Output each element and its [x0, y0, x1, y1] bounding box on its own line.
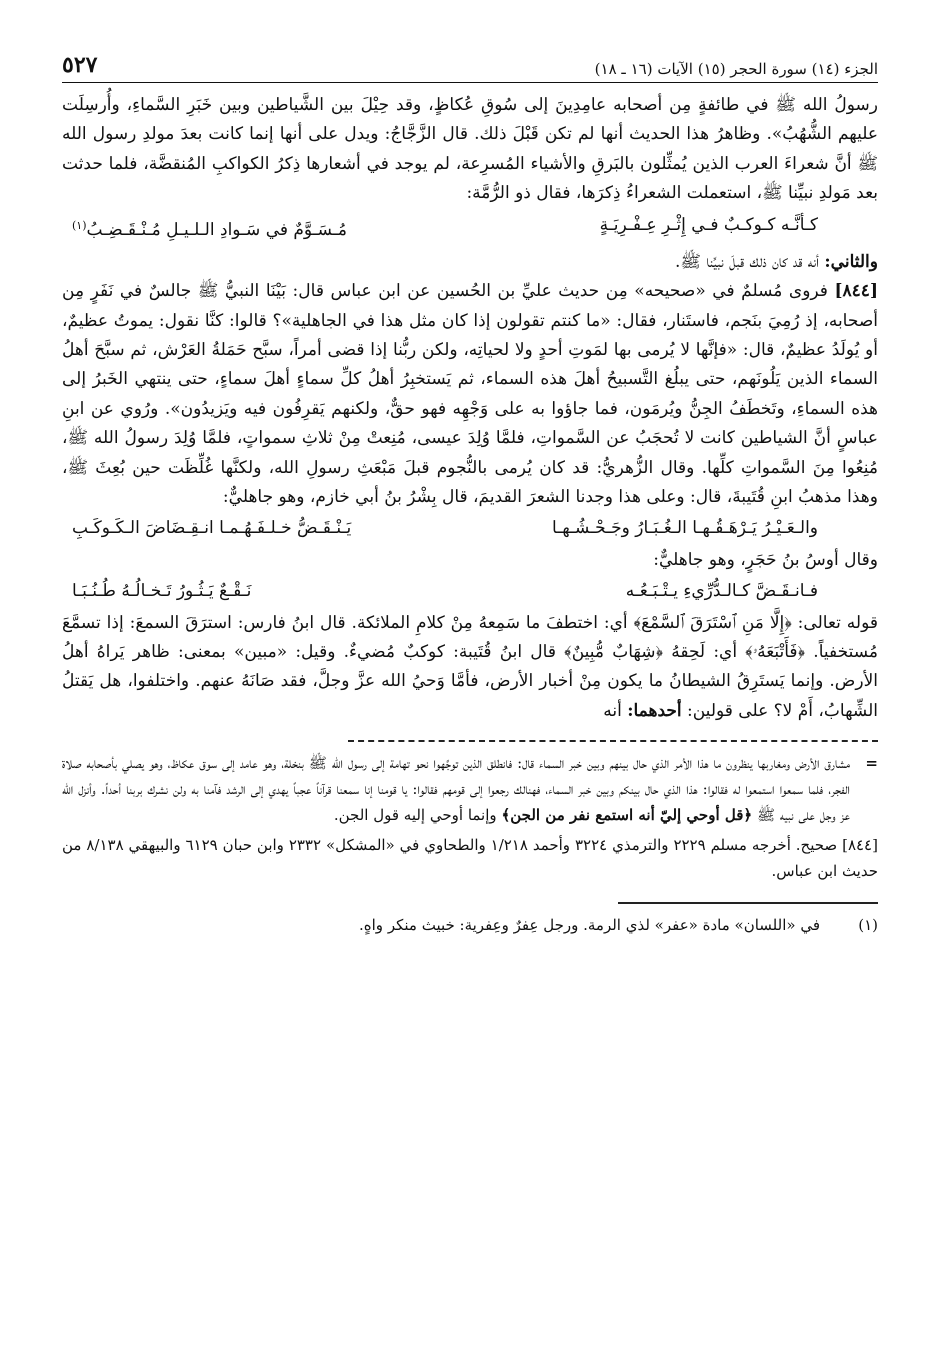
poetry-verse: [62, 514, 878, 543]
book-page: [62, 38, 878, 938]
running-header: [62, 38, 878, 83]
footnote-text: في «اللسان» مادة «عفر» لذي الرمة. ورجل عِفرٌ وعِفرية: خبيث منكر واهٍ.: [359, 916, 820, 935]
paragraph: والثاني: أنه قد كان ذلك قبلَ نبيِّنا ﷺ.: [674, 251, 878, 272]
poetry-verse: [62, 211, 878, 246]
paragraph: وقال أوسُ بنُ حَجَرٍ، وهو جاهليٌّ:: [653, 549, 878, 570]
takhrij-note: [٨٤٤] صحيح. أخرجه مسلم ٢٢٢٩ والترمذي ٣٢٢٤ وأحمد ١/٢١٨ والطحاوي في «المشكل» ٢٣٣٢ وابن حبان ٦١٢٩ والبيهقي ٨/١٣٨ من حديث ابن عباس.: [62, 836, 878, 881]
footnote-marker: (١): [72, 218, 87, 232]
verse-hemistich-first: والـعَـيْـرُ يَـرْهَـقُـهـا الـغُـبَـارُ وجَـحْـشُـهـا: [552, 518, 818, 539]
verse-hemistich-second: نَـقْـعٌ يَـثُـورُ تَـخـالُـهُ طُـنُـبَـا: [72, 581, 252, 602]
notes-section: [62, 750, 878, 884]
continuation-mark: =: [865, 754, 878, 773]
footnote: [62, 912, 878, 938]
note-continuation: = مشارق الأرض ومغاربها ينظرون ما هذا الأمر الذي حال بينهم وبين خبر السماء قال: فانطلق الذين توجَّهوا نحو تهامة إلى رسول الله ﷺ بنخلة، وهو عامد إلى سوق عكاظ، وهو يصلي بأصحابه صلاة الفجر، فلما سمعوا استمعوا له فقالوا: هذا الذي حال بينكم وبين خبر السماء، فهنالك رجعوا إلى قومهم فقالوا: يا قومنا إنا سمعنا قرآناً عجباً يهدي إلى الرشد فآمنا به ولن نشرك بربنا أحداً. وأنزل الله عز وجل على نبيه ﷺ ﴿قل أوحي إليّ أنه استمع نفر من الجن﴾ وإنما أوحي إليه قول الجن.: [62, 750, 878, 828]
takhrij-number: [٨٤٤]: [842, 836, 878, 855]
running-title: الجزء (١٤) سورة الحجر (١٥) الآيات (١٦ ـ ١٨): [594, 60, 878, 78]
section-label: أحدهما:: [627, 700, 682, 721]
hadith-paragraph: [٨٤٤] فروى مُسلمٌ في «صحيحه» مِن حديث عليِّ بن الحُسين عن ابن عباس قال: بَيْنَا النبيُّ ﷺ جالسٌ في نَفَرٍ مِن أصحابه، إذ رُمِيَ بنَجم، فاستَنار، فقال: «ما كنتم تقولون إذا كان مثل هذا في الجاهلية»؟ قالوا: كنَّا نقول: يموتُ عظيمٌ، أو يُولَدُ عظيمٌ، قال: «فإنَّها لا يُرمى بها لمَوتِ أحدٍ ولا لحياتِه، ولكن ربُّنا إذا قضى أمراً، سبَّح حَمَلةُ العَرْش، ثم سبَّحَ أهلُ السماء الذين يَلُونَهم، حتى يبلُغ التَّسبيحُ أهلَ هذه السماء، ثم يَستخبِرُ أهلُ كلِّ سماءٍ أهلَ سماءٍ، حتى ينتهي الخَبرُ إلى هذه السماءِ، وتَخطَفُ الجِنُّ ويُرمَون، فما جاؤوا به على وَجْهِه فهو حقٌّ، ولكنهم يَقرِفُون فيه ويَزيدُون». ورُوي عن ابنِ عباسٍ أنَّ الشياطين كانت لا تُحجَبُ عن السَّمواتِ، فلمَّا وُلِدَ عيسى، مُنِعتْ مِنْ ثلاثِ سمواتٍ، فلمَّا وُلِدَ رسولُ الله ﷺ، مُنِعُوا مِنَ السَّمواتِ كلِّها. وقال الزُّهريُّ: قد كان يُرمى بالنُّجوم قبلَ مَبْعَثِ رسولِ الله، ولكنَّها غُلِّظَت حين بُعِثَ ﷺ، وهذا مذهبُ ابنِ قُتَيبةَ، قال: وعلى هذا وجدنا الشعرَ القديمَ، قال بِشْرُ بنُ أبي خازم، وهو جاهليٌّ:: [62, 281, 878, 507]
verse-hemistich-first: فـانـقَـضَّ كـالـدُّرِّيءِ يـتْـبَـعُـه: [625, 581, 818, 602]
hadith-number: [٨٤٤]: [834, 281, 878, 302]
verse-hemistich-second: مُـسَـوَّمٌ في سَـوادِ الـلـيـلِ مُـنْـقَـضِـبُ$^{(١)}$: [72, 218, 347, 241]
notes-divider: [348, 740, 878, 742]
quran-quote: ﴿قل أوحي إليّ أنه استمع نفر من الجن﴾: [501, 806, 753, 825]
paragraph: قوله تعالى: ﴿إِلَّا مَنِ ٱسْتَرَقَ ٱلسَّمْعَ﴾ أي: اختطفَ ما سَمِعهُ مِنْ كلامِ الملائكة. قال ابنُ فارس: استرَقَ السمعَ: إذا تسمَّعَ مُستخفياً. ﴿فَأَتْبَعَهُۥ﴾ أي: لَحِقهُ ﴿شِهَابٌ مُّبِينٌ﴾ قال ابنُ قُتَيبة: كوكبٌ مُضيءٌ. وقيل: «مبين» بمعنى: ظاهر يَراهُ أهلُ الأرض. وإنما يَستَرِقُ الشيطانُ ما يكون مِنْ أخبار الأرض، فأمَّا وَحيُ الله عزَّ وجلَّ، فقد صَانَهُ عنهم. واختلفوا، هل يَقتلُ الشِّهابُ، أَمْ لا؟ على قولين: أحدهما: أنه: [62, 612, 878, 721]
page-number: ٥٢٧: [62, 52, 98, 78]
main-text: [62, 91, 878, 726]
footnote-divider: [618, 902, 878, 904]
poetry-verse: [62, 577, 878, 606]
verse-hemistich-second: يَـنْـقَـضُّ خـلـفَـهُـمـا انـقِـضَاضَ الـكَـوكَـبِ: [72, 518, 352, 539]
footnote-number: (١): [858, 916, 878, 935]
section-label: والثاني:: [824, 251, 878, 272]
verse-hemistich-first: كـأنَّـه كـوكـبٌ فـي إِثْـرِ عِـفْـرِيَـةٍ: [599, 214, 818, 235]
paragraph: رسولُ الله ﷺ في طائفةٍ مِن أصحابه عامِدِينَ إلى سُوقِ عُكاظٍ، وقد حِيْلَ بين الشَّياطين وبين خَبَرِ السَّماءِ، وأُرسِلَت عليهم الشُّهُبُ». وظاهرُ هذا الحديث أنها لم تكن قَبْلَ ذلك. قال الزَّجَّاجُ: ويدل على أنها إنما كانت بعدَ مولدِ رسول الله ﷺ أنَّ شعراءَ العرب الذين يُمثِّلون بالبَرقِ والأشياء المُسرِعة، لم يوجد في أشعارها ذِكرُ الكواكبِ المُنقضَّة، فلما حدثت بعد مَولدِ نبيِّنا ﷺ، استعملت الشعراءُ ذِكرَها، فقال ذو الرُّمَّة:: [62, 95, 878, 204]
